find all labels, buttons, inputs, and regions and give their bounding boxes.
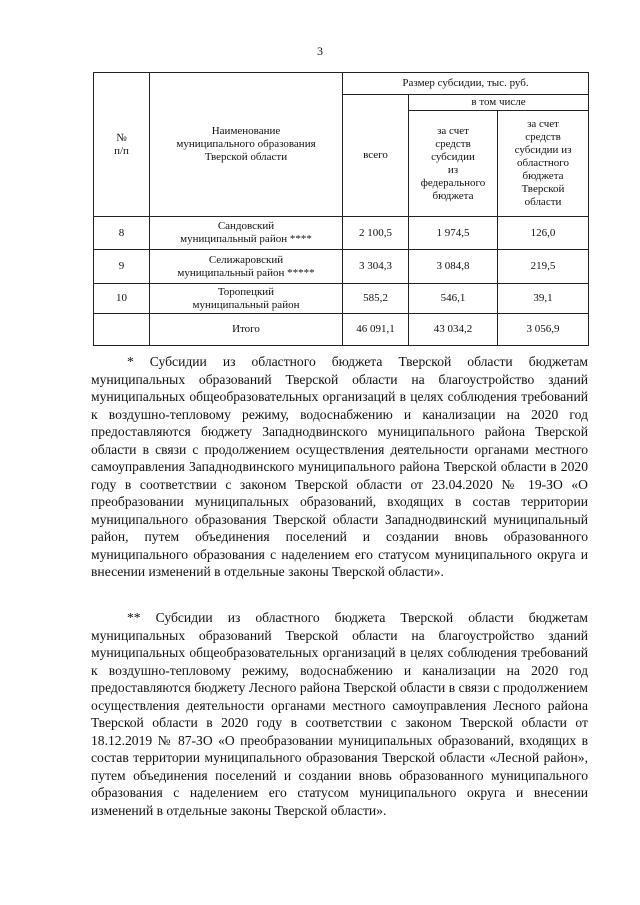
subsidy-table bbox=[93, 72, 589, 346]
row-name: Селижаровский муниципальный район ***** bbox=[150, 250, 343, 284]
row-name: Торопецкий муниципальный район bbox=[150, 284, 343, 314]
table-total-row bbox=[94, 314, 589, 346]
page-number: 3 bbox=[317, 44, 323, 58]
row-federal: 1 974,5 bbox=[409, 217, 498, 250]
total-row-total: 46 091,1 bbox=[343, 314, 409, 346]
header-regional-budget: за счет средств субсидии из областного бюджета Тверской области bbox=[498, 111, 589, 217]
row-number: 8 bbox=[94, 217, 150, 250]
row-regional: 126,0 bbox=[498, 217, 589, 250]
total-row-label: Итого bbox=[150, 314, 343, 346]
header-number: № п/п bbox=[94, 73, 150, 217]
row-regional: 219,5 bbox=[498, 250, 589, 284]
row-regional: 39,1 bbox=[498, 284, 589, 314]
header-municipality-name: Наименование муниципального образования Тверской области bbox=[150, 73, 343, 217]
row-federal: 546,1 bbox=[409, 284, 498, 314]
row-number: 10 bbox=[94, 284, 150, 314]
row-total: 3 304,3 bbox=[343, 250, 409, 284]
table-row bbox=[94, 250, 589, 284]
row-total: 2 100,5 bbox=[343, 217, 409, 250]
table-row bbox=[94, 284, 589, 314]
row-total: 585,2 bbox=[343, 284, 409, 314]
header-total: всего bbox=[343, 95, 409, 217]
header-subsidy-size: Размер субсидии, тыс. руб. bbox=[343, 73, 589, 95]
row-number: 9 bbox=[94, 250, 150, 284]
total-row-regional: 3 056,9 bbox=[498, 314, 589, 346]
row-federal: 3 084,8 bbox=[409, 250, 498, 284]
header-including: в том числе bbox=[409, 95, 589, 111]
footnote-2: ** Субсидии из областного бюджета Тверской области бюджетам муниципальных образований Тверской области на благоустройство зданий муниципальных общеобразовательных организаций в целях соблюдения требований к воздушно-тепловому режиму, водоснабжению и канализации на 2020 год предоставляются бюджету Лесного района Тверской области в связи с продолжением осуществления деятельности органами местного самоуправления Лесного района Тверской области в 2020 году в соответствии с законом Тверской области от 18.12.2019 № 87-ЗО «О преобразовании муниципальных образований, входящих в состав территории муниципального образования Тверской области «Лесной район», путем объединения поселений и создании вновь образованного муниципального образования с наделением его статусом муниципального округа и внесении изменений в отдельные законы Тверской области». bbox=[91, 610, 588, 818]
table-row bbox=[94, 217, 589, 250]
total-row-federal: 43 034,2 bbox=[409, 314, 498, 346]
header-federal-budget: за счет средств субсидии из федерального бюджета bbox=[409, 111, 498, 217]
footnote-1: * Субсидии из областного бюджета Тверской области бюджетам муниципальных образований Тверской области на благоустройство зданий муниципальных общеобразовательных организаций в целях соблюдения требований к воздушно-тепловому режиму, водоснабжению и канализации на 2020 год предоставляются бюджету Западнодвинского муниципального района Тверской области в связи с продолжением осуществления деятельности органами местного самоуправления Западнодвинского муниципального района Тверской области в 2020 году в соответствии с законом Тверской области от 23.04.2020 № 19-ЗО «О преобразовании муниципальных образований, входящих в состав территории муниципального образования Тверской области Западнодвинский муниципальный район, путем объединения поселений и создании вновь образованного муниципального образования с наделением его статусом муниципального округа и внесении изменений в отдельные законы Тверской области». bbox=[91, 354, 588, 579]
total-row-number bbox=[94, 314, 150, 346]
row-name: Сандовский муниципальный район **** bbox=[150, 217, 343, 250]
